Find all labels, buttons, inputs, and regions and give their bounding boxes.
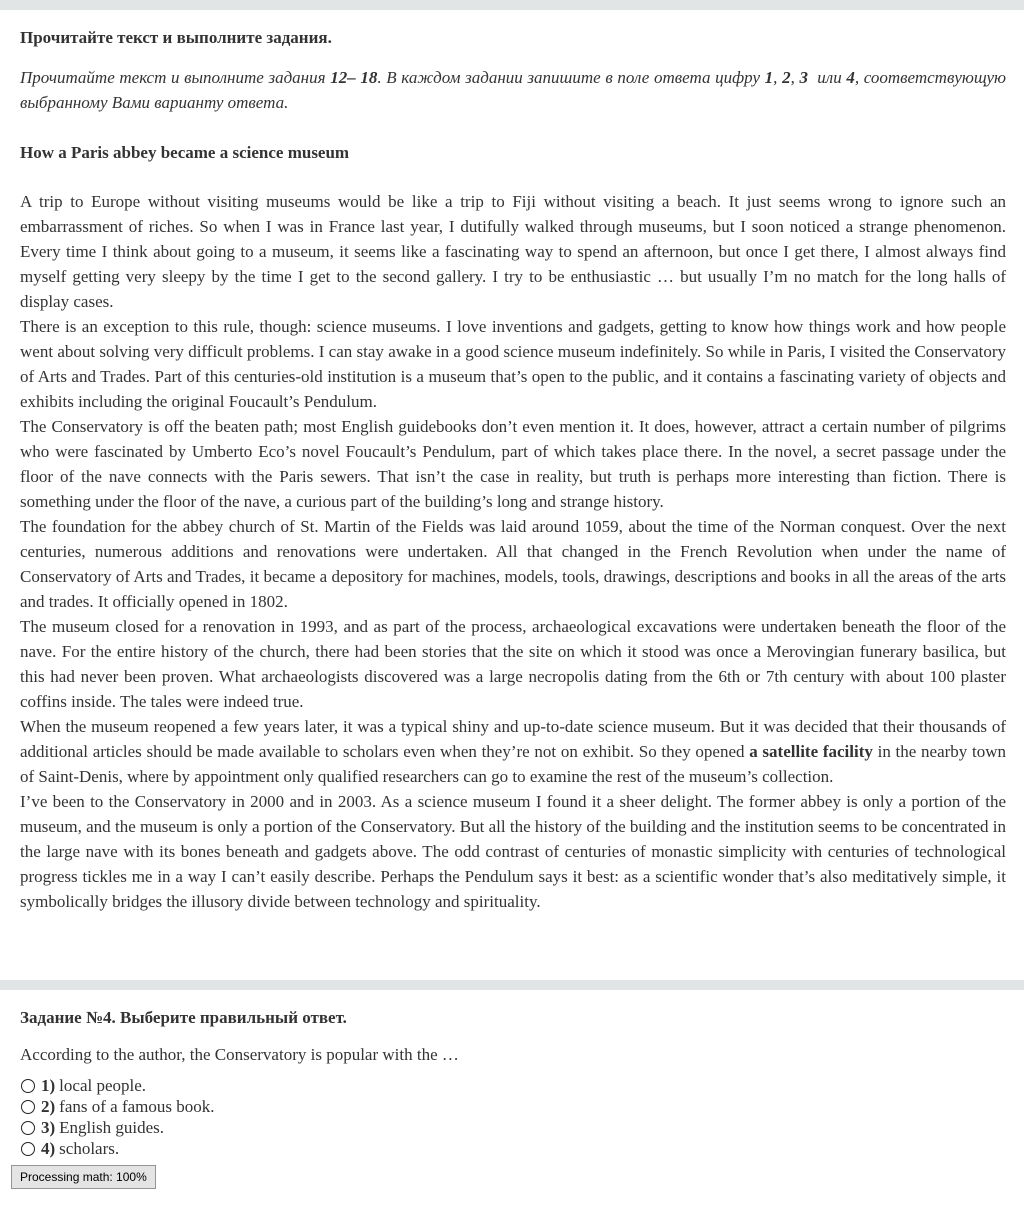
top-separator [0, 0, 1024, 10]
separator: , [790, 68, 800, 87]
paragraph: A trip to Europe without visiting museums would be like a trip to Fiji without visiting a beach. It just seems wrong to ignore such an embarrassment of riches. So when I was in France last year, I dutifully walked through museums, but I soon noticed a strange phenomenon. Every time I think about going to a museum, it seems like a fascinating way to spend an afternoon, but once I get there, I almost always find myself getting very sleepy by the time I get to the second gallery. I try to be enthusiastic … but usually I’m no match for the long halls of display cases. [20, 192, 1006, 311]
paragraph: The Conservatory is off the beaten path; most English guidebooks don’t even mention it. It does, however, attract a certain number of pilgrims who were fascinated by Umberto Eco’s novel Foucault’s Pendulum, part of which takes place there. In the novel, a secret passage under the floor of the nave connects with the Paris sewers. That isn’t the case in reality, but truth is perhaps more interesting than fiction. There is something under the floor of the nave, a curious part of the building’s long and strange history. [20, 417, 1006, 511]
option-text: English guides. [59, 1117, 165, 1137]
digit-4: 4 [846, 68, 855, 87]
instruction-part: или [807, 68, 847, 87]
instruction-part: Прочитайте текст и выполните задания [20, 68, 331, 87]
separator: , [773, 68, 783, 87]
answer-option-4[interactable] [21, 1138, 621, 1159]
paragraph: The foundation for the abbey church of St. Martin of the Fields was laid around 1059, about the time of the Norman conquest. Over the next centuries, numerous additions and renovations were undertaken. All that changed in the French Revolution when under the name of Conservatory of Arts and Trades, it became a depository for machines, models, tools, drawings, descriptions and books in all the areas of the arts and trades. It officially opened in 1802. [20, 517, 1006, 611]
radio-button[interactable] [21, 1079, 35, 1093]
task-heading: Задание №4. Выберите правильный ответ. [20, 1008, 347, 1027]
paragraph-text: When the museum reopened a few years later, it was a typical shiny and up-to-date science museum. But it was decided that their thousands of additional articles should be made available to scholars even when they’re not on exhibit. So they opened [20, 717, 1006, 761]
option-text: scholars. [59, 1138, 120, 1158]
text-title: How a Paris abbey became a science museum [20, 143, 350, 162]
option-text: fans of a famous book. [59, 1096, 215, 1116]
task-range: 12– 18 [330, 68, 378, 87]
instruction-text [20, 65, 1006, 115]
math-processing-status: Processing math: 100% [11, 1165, 156, 1189]
digit-1: 1 [764, 68, 774, 87]
paragraph: The museum closed for a renovation in 1993, and as part of the process, archaeological excavations were undertaken beneath the floor of the nave. For the entire history of the church, there had been stories that the site on which it stood was once a Merovingian funerary basilica, but this had never been proven. What archaeologists discovered was a large necropolis dating from the 6th or 7th century with about 100 plaster coffins inside. The tales were indeed true. [20, 617, 1006, 711]
highlighted-phrase: a satellite facility [749, 742, 873, 761]
question-text: According to the author, the Conservatory is popular with the … [20, 1045, 459, 1064]
reading-text [20, 189, 1006, 914]
option-text: local people. [59, 1075, 147, 1095]
option-number: 1) [41, 1075, 56, 1095]
radio-button[interactable] [21, 1100, 35, 1114]
section-separator [0, 980, 1024, 990]
radio-button[interactable] [21, 1142, 35, 1156]
main-heading: Прочитайте текст и выполните задания. [20, 28, 332, 47]
radio-button[interactable] [21, 1121, 35, 1135]
digit-3: 3 [799, 68, 808, 87]
paragraph: I’ve been to the Conservatory in 2000 and in 2003. As a science museum I found it a sheer delight. The former abbey is only a portion of the museum, and the museum is only a portion of the Conservatory. But all the history of the building and the institution seems to be concentrated in the large nave with its bones beneath and gadgets above. The odd contrast of centuries of monastic simplicity with centuries of technological progress tickles me in a way I can’t easily describe. Perhaps the Pendulum says it best: as a scientific wonder that’s also meditatively simple, it symbolically bridges the illusory divide between technology and spirituality. [20, 792, 1006, 911]
paragraph: There is an exception to this rule, though: science museums. I love inventions and gadgets, getting to know how things work and how people went about solving very difficult problems. I can stay awake in a good science museum indefinitely. So while in Paris, I visited the Conservatory of Arts and Trades. Part of this centuries-old institution is a museum that’s open to the public, and it contains a fascinating variety of objects and exhibits including the original Foucault’s Pendulum. [20, 317, 1006, 411]
option-number: 4) [41, 1138, 56, 1158]
digit-2: 2 [782, 68, 791, 87]
instruction-part: . В каждом задании запишите в поле ответа цифру [377, 68, 765, 87]
instruction-part: , соответствующую выбранному Вами варианту ответа. [20, 68, 1006, 112]
option-number: 3) [41, 1117, 56, 1137]
option-number: 2) [41, 1096, 56, 1116]
answer-option-1[interactable] [21, 1075, 621, 1096]
answer-option-3[interactable] [21, 1117, 621, 1138]
answer-option-2[interactable] [21, 1096, 621, 1117]
paragraph [20, 714, 1006, 789]
answer-options [21, 1075, 621, 1159]
paragraph-text: in the nearby town of Saint-Denis, where by appointment only qualified researchers can go to examine the rest of the museum’s collection. [20, 742, 1006, 786]
